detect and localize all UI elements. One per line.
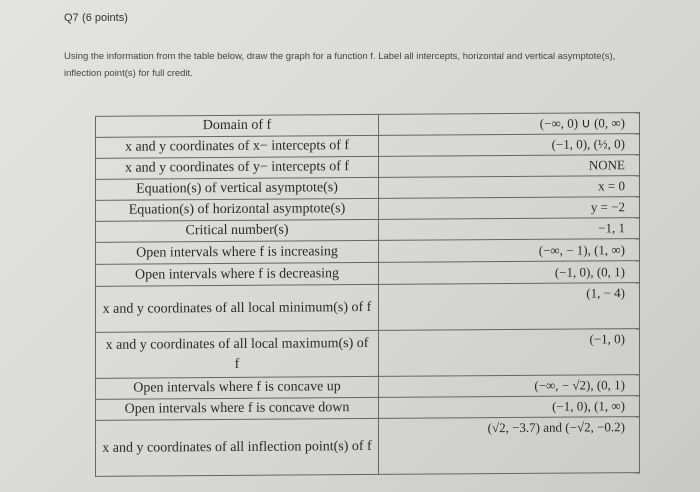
table-row xyxy=(96,329,640,379)
property-value: (1, − 4) xyxy=(379,283,640,331)
property-label: Open intervals where f is concave down xyxy=(96,397,379,420)
property-value: (−∞, − √2), (0, 1) xyxy=(379,375,640,398)
property-label: x and y coordinates of y− intercepts of f xyxy=(96,156,379,179)
property-value: −1, 1 xyxy=(379,218,640,241)
property-label: x and y coordinates of x− intercepts of f xyxy=(96,135,379,158)
property-label: Domain of f xyxy=(96,114,379,137)
property-value: (−∞, − 1), (1, ∞) xyxy=(379,239,640,263)
property-value: (√2, −3.7) and (−√2, −0.2) xyxy=(379,417,640,475)
property-label: x and y coordinates of all inflection point(s) of f xyxy=(96,418,379,476)
table-row xyxy=(96,417,640,477)
property-label: Open intervals where f is increasing xyxy=(96,240,379,264)
property-label: x and y coordinates of all local maximum(s) of f xyxy=(96,330,379,378)
property-value: (−1, 0), (½, 0) xyxy=(379,134,640,157)
question-points: (6 points) xyxy=(82,12,128,24)
property-value: NONE xyxy=(379,155,640,178)
property-label: Open intervals where f is concave up xyxy=(96,376,379,399)
property-value: y = −2 xyxy=(379,197,640,220)
property-label: x and y coordinates of all local minimum(s) of f xyxy=(96,284,379,332)
instructions: Using the information from the table below, draw the graph for a function f. Label all intercepts, horizontal and vertical asymptote(s), inflection point(s) for full credit. xyxy=(64,51,616,79)
property-label: Equation(s) of horizontal asymptote(s) xyxy=(96,198,379,221)
table-row xyxy=(96,283,640,333)
property-value: (−1, 0), (1, ∞) xyxy=(379,396,640,419)
property-label: Equation(s) of vertical asymptote(s) xyxy=(96,177,379,200)
property-label: Critical number(s) xyxy=(96,219,379,242)
function-properties-table xyxy=(95,112,640,477)
question-number: Q7 xyxy=(64,12,79,24)
property-value: x = 0 xyxy=(379,176,640,199)
property-value: (−1, 0), (0, 1) xyxy=(379,261,640,285)
property-value: (−1, 0) xyxy=(379,329,640,377)
property-label: Open intervals where f is decreasing xyxy=(96,262,379,286)
question-header xyxy=(64,10,128,24)
property-value: (−∞, 0) ∪ (0, ∞) xyxy=(379,113,640,136)
